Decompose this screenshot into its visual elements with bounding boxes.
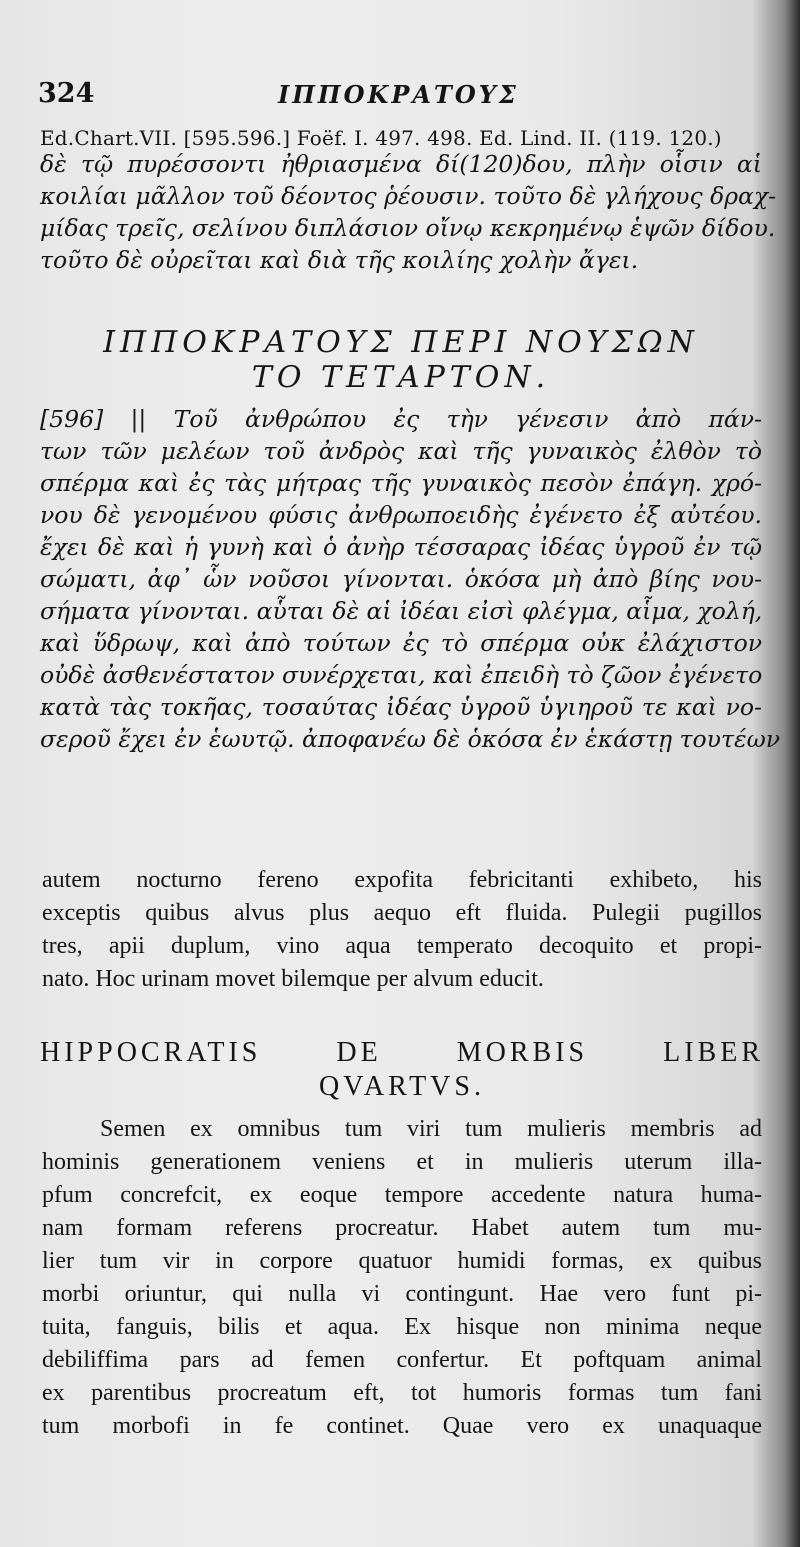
latin-line: morbi oriuntur, qui nulla vi contingunt. Hae vero funt pi-	[42, 1281, 762, 1307]
greek-line: των τῶν μελέων τοῦ ἀνδρὸς καὶ τῆς γυναικὸς ἐλθὸν τὸ	[40, 437, 762, 465]
latin-line: tres, apii duplum, vino aqua temperato decoquito et propi-	[42, 933, 762, 959]
latin-line: lier tum vir in corpore quatuor humidi formas, ex quibus	[42, 1248, 762, 1274]
greek-title-line-1: ΙΠΠΟΚΡΑΤΟΥΣ ΠΕΡΙ ΝΟΥΣΩΝ	[103, 325, 699, 360]
latin-line: hominis generationem veniens et in mulieris uterum illa-	[42, 1149, 762, 1175]
latin-title-line-1: HIPPOCRATIS DE MORBIS LIBER	[40, 1037, 764, 1068]
latin-line: tuita, fanguis, bilis et aqua. Ex hisque non minima neque	[42, 1314, 762, 1340]
latin-title-line-2: QVARTVS.	[319, 1071, 485, 1102]
greek-line: τοῦτο δὲ οὐρεῖται καὶ διὰ τῆς κοιλίης χολὴν ἄγει.	[40, 246, 639, 274]
greek-line: οὐδὲ ἀσθενέστατον συνέρχεται, καὶ ἐπειδὴ τὸ ζῶον ἐγένετο	[40, 661, 763, 689]
latin-line: Semen ex omnibus tum viri tum mulieris membris ad	[100, 1116, 762, 1142]
latin-paragraph-2	[42, 1113, 762, 1443]
page-header	[38, 78, 760, 112]
latin-line: autem nocturno fereno expofita febricitanti exhibeto, his	[42, 867, 762, 893]
greek-line: δὲ τῷ πυρέσσοντι ἠθριασμένα δί(120)δου, πλὴν οἷσιν αἱ	[40, 150, 762, 178]
greek-line: νου δὲ γενομένου φύσις ἀνθρωποειδὴς ἐγένετο ἐξ αὐτέου.	[40, 501, 762, 529]
latin-line: nam formam referens procreatur. Habet autem tum mu-	[42, 1215, 762, 1241]
latin-paragraph-1	[42, 864, 762, 996]
greek-line: [596] || Τοῦ ἀνθρώπου ἐς τὴν γένεσιν ἀπὸ πάν-	[40, 405, 762, 433]
latin-line: tum morbofi in fe continet. Quae vero ex unaquaque	[42, 1413, 762, 1439]
greek-paragraph-2	[40, 403, 781, 755]
greek-line: καὶ ὕδρωψ, καὶ ἀπὸ τούτων ἐς τὸ σπέρμα οὐκ ἐλάχιστον	[40, 629, 762, 657]
greek-title-line-2: ΤΟ ΤΕΤΑΡΤΟΝ.	[251, 360, 551, 395]
greek-line: κοιλίαι μᾶλλον τοῦ δέοντος ῥέουσιν. τοῦτο δὲ γλήχους δραχ-	[40, 182, 777, 210]
latin-line: nato. Hoc urinam movet bilemque per alvum educit.	[42, 966, 544, 992]
latin-line: pfum concrefcit, ex eoque tempore accedente natura huma-	[42, 1182, 762, 1208]
greek-line: σπέρμα καὶ ἐς τὰς μήτρας τῆς γυναικὸς πεσὸν ἐπάγη. χρό-	[40, 469, 762, 497]
latin-line: exceptis quibus alvus plus aequo eft fluida. Pulegii pugillos	[42, 900, 762, 926]
greek-line: σήματα γίνονται. αὗται δὲ αἱ ἰδέαι εἰσὶ φλέγμα, αἷμα, χολή,	[40, 597, 763, 625]
latin-line: ex parentibus procreatum eft, tot humoris formas tum fani	[42, 1380, 762, 1406]
page-number: 324	[38, 78, 95, 109]
edition-reference-line: Ed.Chart.VII. [595.596.] Foëf. I. 497. 498. Ed. Lind. II. (119. 120.)	[40, 126, 722, 150]
greek-line: μίδας τρεῖς, σελίνου διπλάσιον οἴνῳ κεκρημένῳ ἑψῶν δίδου.	[40, 214, 776, 242]
greek-paragraph-1	[40, 148, 777, 276]
greek-line: σώματι, ἀφ᾿ ὧν νοῦσοι γίνονται. ὁκόσα μὴ ἀπὸ βίης νου-	[40, 565, 762, 593]
greek-line: σεροῦ ἔχει ἐν ἑωυτῷ. ἀποφανέω δὲ ὁκόσα ἐν ἑκάστῃ τουτέων	[40, 725, 781, 753]
greek-line: ἔχει δὲ καὶ ἡ γυνὴ καὶ ὁ ἀνὴρ τέσσαρας ἰδέας ὑγροῦ ἐν τῷ	[40, 533, 762, 561]
latin-line: debiliffima pars ad femen confertur. Et poftquam animal	[42, 1347, 762, 1373]
running-head: ΙΠΠΟΚΡΑΤΟΥΣ	[278, 80, 519, 109]
greek-line: κατὰ τὰς τοκῆας, τοσαύτας ἰδέας ὑγροῦ ὑγιηροῦ τε καὶ νο-	[40, 693, 762, 721]
